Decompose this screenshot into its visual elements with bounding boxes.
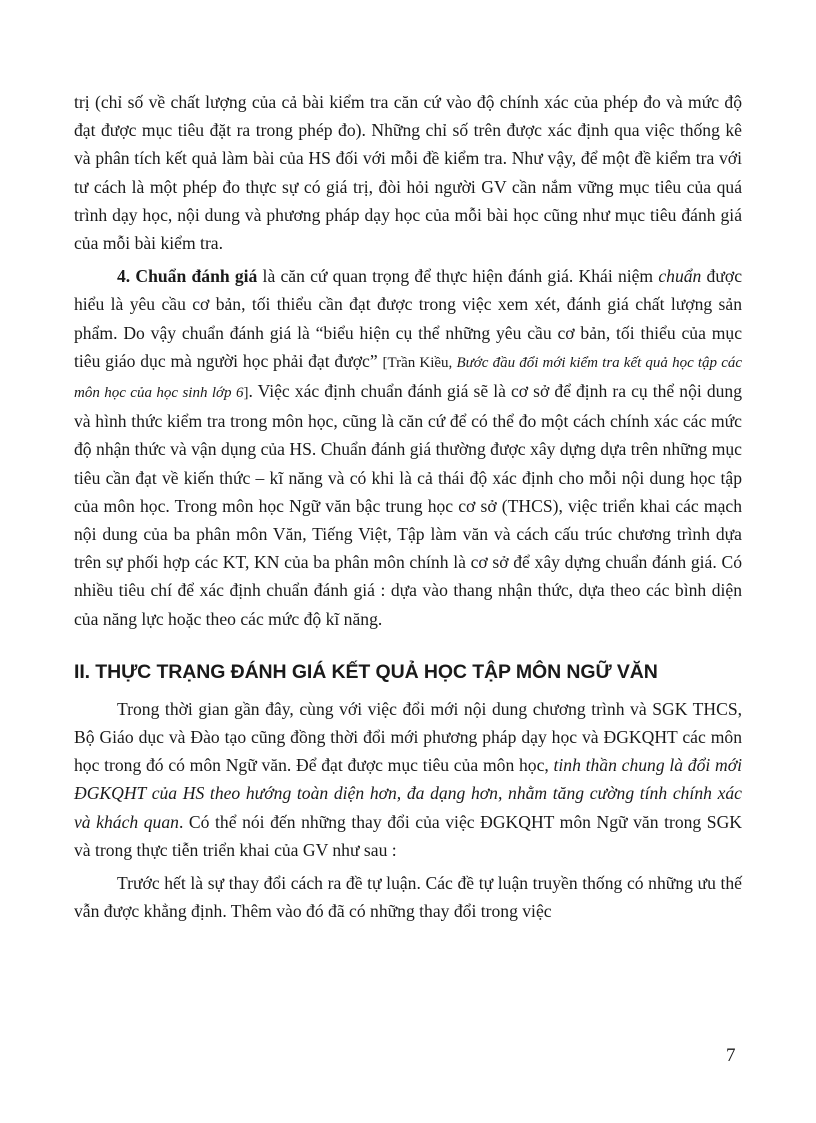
paragraph-3-text-2: . Có thể nói đến những thay đổi của việc ĐGKQHT môn Ngữ văn trong SGK và trong thực tiễn triển khai của GV như sau : [74, 811, 742, 860]
paragraph-2-text-2: được hiểu là yêu cầu cơ bản, tối thiểu cần đạt được trong việc xem xét, đánh giá chất lượng sản phẩm. Do vậy chuẩn đánh giá là “biểu hiện cụ thể những yêu cầu cơ bản, tối thiểu của mục tiêu giáo dục mà người học phải đạt được” [74, 266, 743, 371]
paragraph-2 [74, 262, 742, 633]
paragraph-2-text-3: . Việc xác định chuẩn đánh giá sẽ là cơ sở để định ra cụ thể nội dung và hình thức kiểm tra trong môn học, cũng là căn cứ để có thể đo một cách chính xác các mức độ nhận thức và vận dụng của HS. Chuẩn đánh giá thường được xây dựng dựa trên những mục tiêu cần đạt về kiến thức – kĩ năng và có khi là cả thái độ xác định cho mỗi nội dung học tập của môn học. Trong môn học Ngữ văn bậc trung học cơ sở (THCS), việc triển khai các mạch nội dung của ba phân môn Văn, Tiếng Việt, Tập làm văn và cách cấu trúc chương trình dựa trên sự phối hợp các KT, KN của ba phân môn chính là cơ sở để xây dựng chuẩn đánh giá. Có nhiều tiêu chí để xác định chuẩn đánh giá : dựa vào thang nhận thức, dựa theo các bình diện của năng lực hoặc theo các mức độ kĩ năng. [74, 381, 743, 629]
paragraph-3 [74, 695, 742, 864]
paragraph-2-lead: 4. Chuẩn đánh giá [117, 266, 258, 287]
citation-author: [Trần Kiều, [382, 354, 457, 371]
page-content [74, 88, 742, 925]
paragraph-4: Trước hết là sự thay đổi cách ra đề tự luận. Các đề tự luận truyền thống có những ưu thế vẫn được khẳng định. Thêm vào đó đã có những thay đổi trong việc [74, 873, 742, 922]
section-heading: II. THỰC TRẠNG ĐÁNH GIÁ KẾT QUẢ HỌC TẬP MÔN NGỮ VĂN [74, 660, 658, 683]
citation-title: Bước đầu đổi mới kiểm tra kết quả học tập các môn học của học sinh lớp 6 [74, 354, 743, 402]
page-number: 7 [726, 1045, 736, 1066]
paragraph-2-term: chuẩn [658, 266, 702, 287]
paragraph-2-text-1: là căn cứ quan trọng để thực hiện đánh giá. Khái niệm [257, 266, 659, 287]
citation-end: ] [243, 385, 249, 402]
paragraph-3-text-1: Trong thời gian gần đây, cùng với việc đổi mới nội dung chương trình và SGK THCS, Bộ Giáo dục và Đào tạo cũng đồng thời đổi mới phương pháp dạy học và ĐGKQHT các môn học trong đó có môn Ngữ văn. Để đạt được mục tiêu của môn học, [74, 698, 742, 776]
paragraph-3-emphasis: tinh thần chung là đổi mới ĐGKQHT của HS theo hướng toàn diện hơn, đa dạng hơn, nhằm tăng cường tính chính xác và khách quan [74, 755, 742, 832]
paragraph-1: trị (chỉ số về chất lượng của cả bài kiểm tra căn cứ vào độ chính xác của phép đo và mức độ đạt được mục tiêu đặt ra trong phép đo). Những chỉ số trên được xác định qua việc thống kê và phân tích kết quả làm bài của HS đối với mỗi đề kiểm tra. Như vậy, để một đề kiểm tra với tư cách là một phép đo thực sự có giá trị, đòi hỏi người GV cần nắm vững mục tiêu của quá trình dạy học, nội dung và phương pháp dạy học của mỗi bài học cũng như mục tiêu đánh giá của mỗi bài kiểm tra. [74, 92, 742, 254]
